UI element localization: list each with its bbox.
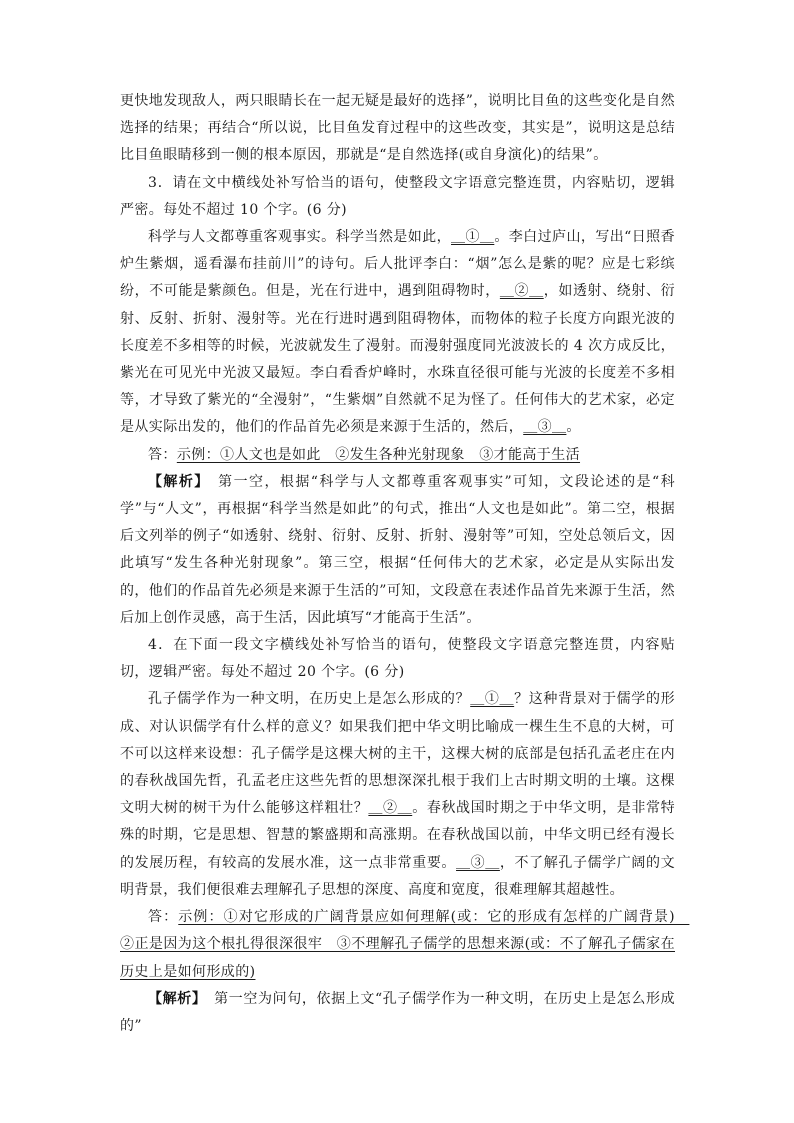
passage-text: 。 bbox=[566, 419, 581, 436]
analysis-text: 第一空为问句，依据上文“孔子儒学作为一种文明，在历史上是怎么形成的” bbox=[120, 990, 675, 1034]
question-4-analysis bbox=[120, 986, 675, 1040]
answer-label: 答： bbox=[148, 446, 177, 463]
document-page bbox=[120, 88, 690, 1040]
blank-1: ＿①＿ bbox=[470, 691, 515, 708]
passage-text: ？这种背景对于儒学的形成、对认识儒学有什么样的意义？如果我们把中华文明比喻成一棵生生不息的大树，可不可以这样来设想：孔子儒学是这棵大树的主干，这棵大树的底部是包括孔孟老庄在内的春秋战国先哲，孔孟老庄这些先哲的思想深深扎根于我们上古时期文明的土壤。这棵文明大树的树干为什么能够这样粗壮？ bbox=[120, 691, 675, 817]
blank-1: ＿①＿ bbox=[451, 229, 495, 246]
blank-3: ＿③＿ bbox=[523, 419, 567, 436]
answer-body: 示例：①人文也是如此 ②发生各种光射现象 ③才能高于生活 bbox=[176, 446, 581, 463]
question-4-passage bbox=[120, 686, 675, 904]
question-3-passage bbox=[120, 224, 675, 442]
passage-text: 孔子儒学作为一种文明，在历史上是怎么形成的？ bbox=[148, 691, 471, 708]
question-3-stem: 3．请在文中横线处补写恰当的语句，使整段文字语意完整连贯，内容贴切，逻辑严密。每处不超过 10 个字。(6 分) bbox=[120, 174, 675, 218]
continued-analysis: 更快地发现敌人，两只眼睛长在一起无疑是最好的选择”，说明比目鱼的这些变化是自然选择的结果；再结合“所以说，比目鱼发育过程中的这些改变，其实是”，说明这是总结比目鱼眼睛移到一侧的根本原因，那就是“是自然选择(或自身演化)的结果”。 bbox=[120, 93, 675, 164]
passage-text: 。春秋战国时期之于中华文明，是非常特殊的时期，它是思想、智慧的繁盛期和高涨期。在春秋战国以前，中华文明已经有漫长的发展历程，有较高的发展水准，这一点非常重要。 bbox=[120, 800, 675, 871]
answer-label: 答： bbox=[148, 909, 179, 926]
passage-text: ，如透射、绕射、衍射、反射、折射、漫射等。光在行进时遇到阻碍物体，而物体的粒子长度方向跟光波的长度差不多相等的时候，光波就发生了漫射。而漫射强度同光波波长的 4 次方成反比，紫光在可见光中光波又最短。李白看香炉峰时，水珠直径很可能与光波的长度差不多相等，才导致了紫光的“全漫射”，“生紫烟”自然就不足为怪了。任何伟大的艺术家，必定是从实际出发的，他们的作品首先必须是来源于生活的，然后， bbox=[120, 283, 676, 436]
blank-3: ＿③＿ bbox=[456, 854, 500, 871]
question-3-answer bbox=[120, 442, 675, 469]
answer-body: 示例：①对它形成的广阔背景应如何理解(或：它的形成有怎样的广阔背景) ②正是因为这个根扎得很深很牢 ③不理解孔子儒学的思想来源(或：不了解孔子儒家在历史上是如何形成的) bbox=[120, 909, 690, 980]
passage-text: ，不了解孔子儒学广阔的文明背景，我们便很难去理解孔子思想的深度、高度和宽度，很难理解其超越性。 bbox=[120, 854, 676, 898]
analysis-tag: 【解析】 bbox=[148, 473, 203, 490]
analysis-text: 第一空，根据“科学与人文都尊重客观事实”可知，文段论述的是“科学”与“人文”，再根据“科学当然是如此”的句式，推出“人文也是如此”。第二空，根据后文列举的例子“如透射、绕射、衍射、反射、折射、漫射等”可知，空处总领后文，因此填写“发生各种光射现象”。第三空，根据“任何伟大的艺术家，必定是从实际出发的，他们的作品首先必须是来源于生活的”可知，文段意在表述作品首先来源于生活，然后加上创作灵感，高于生活，因此填写“才能高于生活”。 bbox=[120, 473, 675, 626]
passage-text: 。李白过庐山，写出“日照香炉生紫烟，遥看瀑布挂前川”的诗句。后人批评李白：“烟”怎么是紫的呢？应是七彩缤纷，不可能是紫颜色。但是，光在行进中，遇到阻碍物时， bbox=[120, 229, 676, 300]
question-4-stem: 4．在下面一段文字横线处补写恰当的语句，使整段文字语意完整连贯，内容贴切，逻辑严密。每处不超过 20 个字。(6 分) bbox=[120, 637, 675, 681]
blank-2: ＿②＿ bbox=[368, 800, 413, 817]
question-3-analysis bbox=[120, 469, 675, 632]
passage-text: 科学与人文都尊重客观事实。科学当然是如此， bbox=[148, 229, 452, 246]
analysis-tag: 【解析】 bbox=[148, 990, 200, 1007]
question-4-answer bbox=[120, 904, 690, 986]
blank-2: ＿②＿ bbox=[499, 283, 544, 300]
